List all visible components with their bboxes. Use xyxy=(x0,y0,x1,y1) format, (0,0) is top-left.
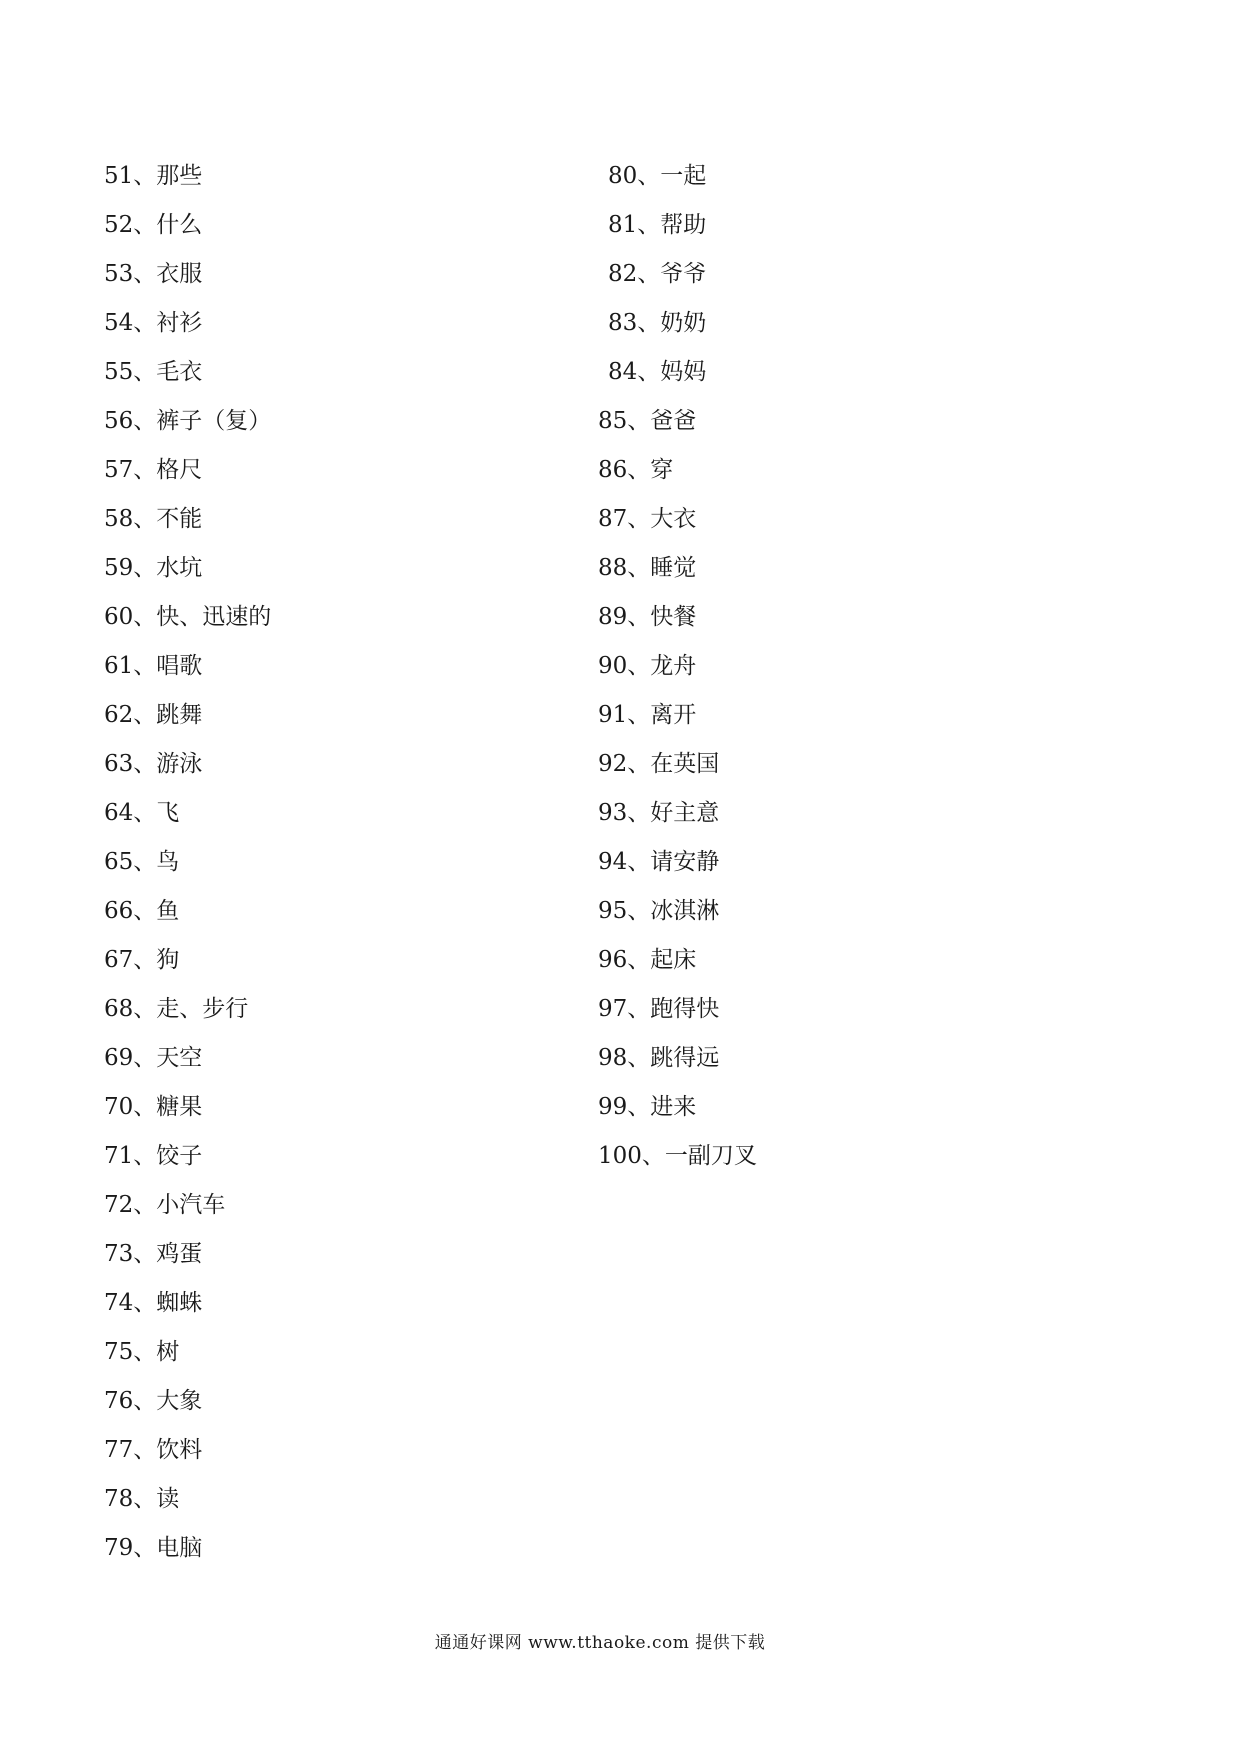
list-item: 73、鸡蛋 xyxy=(104,1241,203,1267)
list-item: 78、读 xyxy=(104,1486,180,1512)
vocabulary-list-right xyxy=(598,152,757,1181)
list-item: 97、跑得快 xyxy=(598,996,720,1022)
list-item: 86、穿 xyxy=(598,457,674,483)
list-item: 55、毛衣 xyxy=(104,359,203,385)
list-item: 65、鸟 xyxy=(104,849,180,875)
list-item: 100、一副刀叉 xyxy=(598,1143,757,1169)
list-item: 83、奶奶 xyxy=(608,310,707,336)
list-item: 85、爸爸 xyxy=(598,408,697,434)
vocabulary-list-left xyxy=(104,152,271,1573)
list-item: 75、树 xyxy=(104,1339,180,1365)
list-item: 67、狗 xyxy=(104,947,180,973)
list-item: 77、饮料 xyxy=(104,1437,203,1463)
list-item: 60、快、迅速的 xyxy=(104,604,272,630)
list-item: 79、电脑 xyxy=(104,1535,203,1561)
list-item: 58、不能 xyxy=(104,506,203,532)
list-item: 87、大衣 xyxy=(598,506,697,532)
list-item: 68、走、步行 xyxy=(104,996,249,1022)
list-item: 80、一起 xyxy=(608,163,707,189)
list-item: 52、什么 xyxy=(104,212,203,238)
list-item: 90、龙舟 xyxy=(598,653,697,679)
list-item: 54、衬衫 xyxy=(104,310,203,336)
list-item: 70、糖果 xyxy=(104,1094,203,1120)
list-item: 72、小汽车 xyxy=(104,1192,226,1218)
page-footer: 通通好课网 www.tthaoke.com 提供下载 xyxy=(434,1633,766,1653)
list-item: 56、裤子（复） xyxy=(104,408,272,434)
list-item: 92、在英国 xyxy=(598,751,720,777)
list-item: 88、睡觉 xyxy=(598,555,697,581)
list-item: 53、衣服 xyxy=(104,261,203,287)
list-item: 95、冰淇淋 xyxy=(598,898,720,924)
list-item: 96、起床 xyxy=(598,947,697,973)
list-item: 57、格尺 xyxy=(104,457,203,483)
list-item: 81、帮助 xyxy=(608,212,707,238)
list-item: 62、跳舞 xyxy=(104,702,203,728)
list-item: 51、那些 xyxy=(104,163,203,189)
list-item: 93、好主意 xyxy=(598,800,720,826)
list-item: 61、唱歌 xyxy=(104,653,203,679)
list-item: 76、大象 xyxy=(104,1388,203,1414)
list-item: 64、飞 xyxy=(104,800,180,826)
list-item: 91、离开 xyxy=(598,702,697,728)
list-item: 89、快餐 xyxy=(598,604,697,630)
list-item: 66、鱼 xyxy=(104,898,180,924)
list-item: 98、跳得远 xyxy=(598,1045,720,1071)
list-item: 94、请安静 xyxy=(598,849,720,875)
list-item: 82、爷爷 xyxy=(608,261,707,287)
list-item: 74、蜘蛛 xyxy=(104,1290,203,1316)
list-item: 84、妈妈 xyxy=(608,359,707,385)
list-item: 59、水坑 xyxy=(104,555,203,581)
list-item: 63、游泳 xyxy=(104,751,203,777)
list-item: 71、饺子 xyxy=(104,1143,203,1169)
list-item: 69、天空 xyxy=(104,1045,203,1071)
list-item: 99、进来 xyxy=(598,1094,697,1120)
